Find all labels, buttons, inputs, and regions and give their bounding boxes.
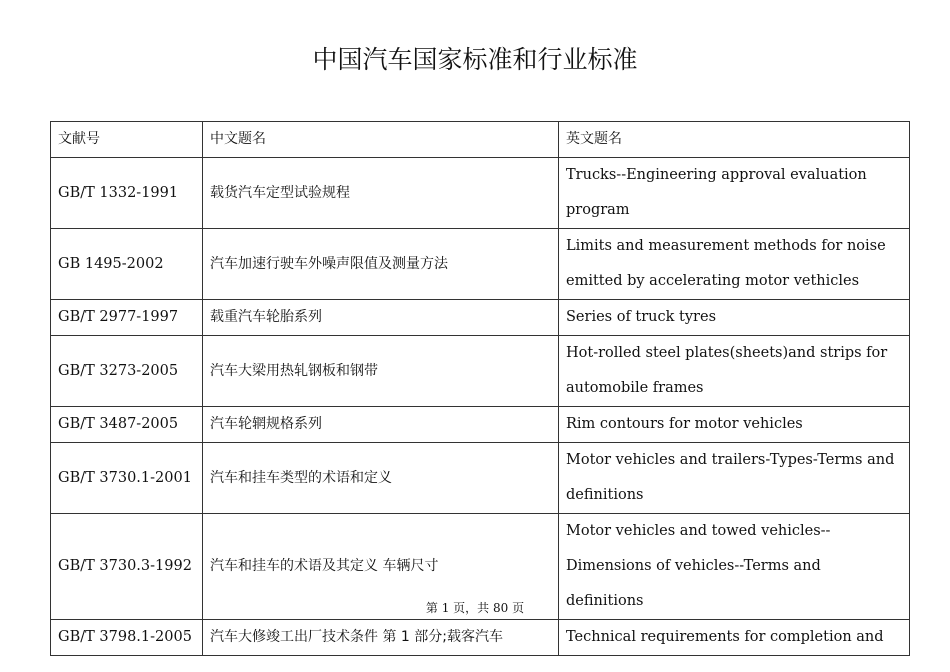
header-chinese-title: 中文题名 [203,122,559,158]
chinese-title-cell: 汽车和挂车的术语及其定义 车辆尺寸 [203,514,559,620]
chinese-title-cell: 汽车轮辋规格系列 [203,407,559,443]
table-row [51,443,910,514]
english-title-cell: Motor vehicles and towed vehicles--Dimensions of vehicles--Terms and definitions [559,514,910,620]
english-title-cell: Motor vehicles and trailers-Types-Terms and definitions [559,443,910,514]
chinese-title-cell: 载重汽车轮胎系列 [203,300,559,336]
chinese-title-cell: 汽车大修竣工出厂技术条件 第 1 部分;载客汽车 [203,620,559,656]
english-title-cell: Limits and measurement methods for noise emitted by accelerating motor vethicles [559,229,910,300]
english-title-cell: Series of truck tyres [559,300,910,336]
chinese-title-cell: 载货汽车定型试验规程 [203,158,559,229]
header-english-title: 英文题名 [559,122,910,158]
english-title-cell: Rim contours for motor vehicles [559,407,910,443]
doc-number-cell: GB/T 1332-1991 [51,158,203,229]
table-row [51,300,910,336]
header-doc-number: 文献号 [51,122,203,158]
doc-number-cell: GB/T 3730.3-1992 [51,514,203,620]
table-row [51,158,910,229]
doc-number-cell: GB/T 3798.1-2005 [51,620,203,656]
table-row [51,620,910,656]
english-title-cell: Hot-rolled steel plates(sheets)and strips for automobile frames [559,336,910,407]
chinese-title-cell: 汽车大梁用热轧钢板和钢带 [203,336,559,407]
document-title: 中国汽车国家标准和行业标准 [312,45,638,74]
table-row [51,229,910,300]
table-header-row [51,122,910,158]
table-row [51,336,910,407]
chinese-title-cell: 汽车和挂车类型的术语和定义 [203,443,559,514]
doc-number-cell: GB/T 2977-1997 [51,300,203,336]
standards-table [50,121,910,656]
page-number-footer: 第 1 页，共 80 页 [425,601,525,615]
doc-number-cell: GB 1495-2002 [51,229,203,300]
doc-number-cell: GB/T 3730.1-2001 [51,443,203,514]
english-title-cell: Technical requirements for completion and [559,620,910,656]
table-row [51,407,910,443]
chinese-title-cell: 汽车加速行驶车外噪声限值及测量方法 [203,229,559,300]
english-title-cell: Trucks--Engineering approval evaluation program [559,158,910,229]
doc-number-cell: GB/T 3273-2005 [51,336,203,407]
doc-number-cell: GB/T 3487-2005 [51,407,203,443]
